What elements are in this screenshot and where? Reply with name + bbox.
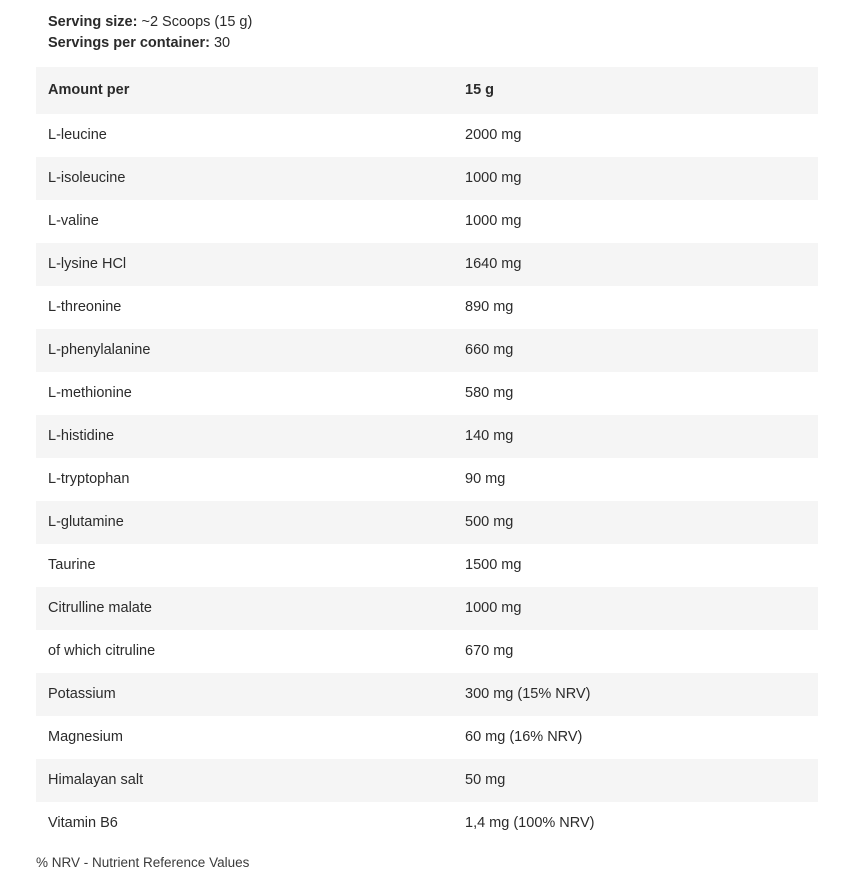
- column-header-amount: 15 g: [453, 67, 818, 114]
- nutrient-name: Magnesium: [36, 716, 453, 759]
- table-row: [36, 458, 818, 501]
- nutrient-name: Citrulline malate: [36, 587, 453, 630]
- nutrient-amount: 2000 mg: [453, 114, 818, 157]
- nutrient-name: L-glutamine: [36, 501, 453, 544]
- serving-size-value: ~2 Scoops (15 g): [137, 14, 253, 30]
- table-row: [36, 415, 818, 458]
- table-row: [36, 673, 818, 716]
- nutrient-amount: 890 mg: [453, 286, 818, 329]
- nutrient-name: Himalayan salt: [36, 759, 453, 802]
- nutrient-name: L-threonine: [36, 286, 453, 329]
- nutrient-name: L-isoleucine: [36, 157, 453, 200]
- nutrient-amount: 580 mg: [453, 372, 818, 415]
- nutrient-name: Taurine: [36, 544, 453, 587]
- nutrient-amount: 660 mg: [453, 329, 818, 372]
- table-row: [36, 587, 818, 630]
- serving-size-line: [48, 12, 818, 32]
- table-row: [36, 243, 818, 286]
- table-row: [36, 329, 818, 372]
- nutrient-name: L-tryptophan: [36, 458, 453, 501]
- nutrient-name: L-methionine: [36, 372, 453, 415]
- table-row: [36, 759, 818, 802]
- nutrient-amount: 1,4 mg (100% NRV): [453, 802, 818, 845]
- nrv-footnote: % NRV - Nutrient Reference Values: [36, 854, 250, 870]
- nutrient-name: Potassium: [36, 673, 453, 716]
- nutrient-amount: 90 mg: [453, 458, 818, 501]
- nutrient-amount: 1640 mg: [453, 243, 818, 286]
- table-header-row: [36, 67, 818, 114]
- nutrient-name: L-phenylalanine: [36, 329, 453, 372]
- serving-info: [36, 8, 818, 54]
- table-row: [36, 501, 818, 544]
- table-row: [36, 286, 818, 329]
- nutrient-amount: 1000 mg: [453, 200, 818, 243]
- table-row: [36, 114, 818, 157]
- nutrient-amount: 1000 mg: [453, 157, 818, 200]
- nutrient-name: L-histidine: [36, 415, 453, 458]
- nutrient-amount: 60 mg (16% NRV): [453, 716, 818, 759]
- table-row: [36, 372, 818, 415]
- nutrient-amount: 1000 mg: [453, 587, 818, 630]
- column-header-name: Amount per: [36, 67, 453, 114]
- table-row: [36, 802, 818, 845]
- table-row: [36, 157, 818, 200]
- table-row: [36, 630, 818, 673]
- nutrient-name: L-lysine HCl: [36, 243, 453, 286]
- nutrient-amount: 500 mg: [453, 501, 818, 544]
- table-row: [36, 544, 818, 587]
- nutrient-amount: 300 mg (15% NRV): [453, 673, 818, 716]
- nutrient-amount: 50 mg: [453, 759, 818, 802]
- nutrient-name: of which citruline: [36, 630, 453, 673]
- servings-per-container-line: [48, 33, 818, 53]
- nutrition-table: [36, 67, 818, 845]
- nutrient-name: L-valine: [36, 200, 453, 243]
- serving-size-label: Serving size:: [48, 14, 138, 30]
- nutrient-name: Vitamin B6: [36, 802, 453, 845]
- nutrient-amount: 140 mg: [453, 415, 818, 458]
- table-row: [36, 716, 818, 759]
- servings-per-container-label: Servings per container:: [48, 35, 210, 52]
- servings-per-container-value: 30: [209, 35, 231, 52]
- nutrient-amount: 670 mg: [453, 630, 818, 673]
- nutrient-name: L-leucine: [36, 114, 453, 157]
- table-row: [36, 200, 818, 243]
- nutrient-amount: 1500 mg: [453, 544, 818, 587]
